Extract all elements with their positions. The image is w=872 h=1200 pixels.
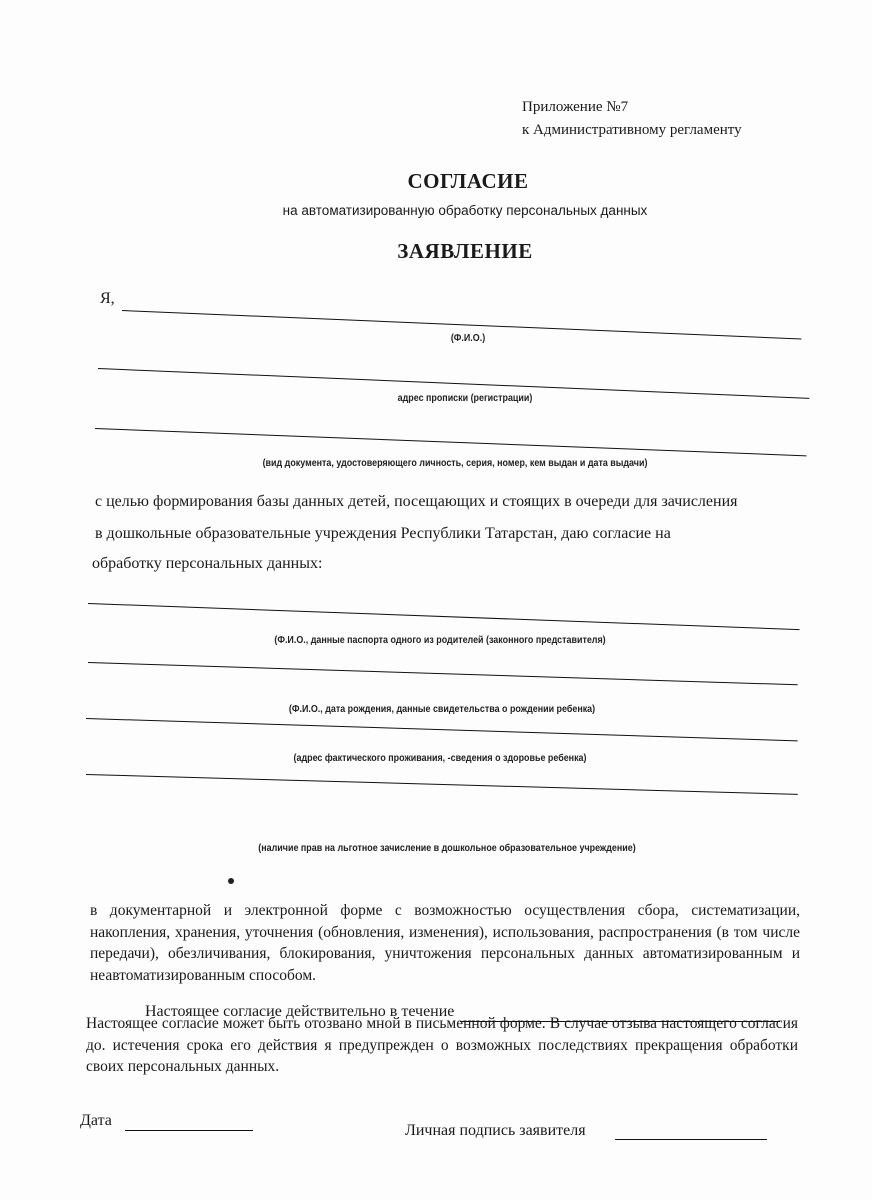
fio-caption: (Ф.И.О.) (450, 332, 486, 344)
date-field-line[interactable] (125, 1130, 253, 1131)
document-title: СОГЛАСИЕ (407, 169, 529, 193)
address-field-line[interactable] (86, 718, 798, 742)
signature-label: Личная подпись заявителя (405, 1122, 586, 1139)
signature-field-line[interactable] (615, 1139, 767, 1140)
parent-field-line[interactable] (88, 603, 800, 630)
revocation-text: Настоящее согласие может быть отозвано мной в письменной форме. В случае отзыва настоящего согласия до. истечения срока его действия я предупрежден о возможных последствиях прекращения обработки своих персональных данных. (86, 1015, 798, 1075)
appendix-reference: к Административному регламенту (522, 122, 742, 138)
processing-paragraph (90, 900, 800, 986)
processing-text: в документарной и электронной форме с возможностью осуществления сбора, систематизации, накопления, хранения, уточнения (обновления, изменения), использования, распространения (в том числе передачи), обезличивания, блокирования, уничтожения персональных данных автоматизированным и неавтоматизированным способом. (90, 902, 800, 984)
child-field-line[interactable] (88, 662, 798, 686)
revocation-paragraph (86, 1013, 798, 1078)
document-caption: (вид документа, удостоверяющего личность, серия, номер, кем выдан и дата выдачи) (262, 457, 648, 469)
date-label: Дата (80, 1112, 112, 1129)
appendix-number: Приложение №7 (522, 99, 629, 115)
scan-speck (228, 878, 234, 884)
address-caption: (адрес фактического проживания, -сведения о здоровье ребенка) (293, 752, 587, 764)
document-subtitle: на автоматизированную обработку персональных данных (282, 203, 648, 218)
purpose-line-1: с целью формирования базы данных детей, посещающих и стоящих в очереди для зачисления (95, 493, 738, 510)
registration-caption: адрес прописки (регистрации) (397, 392, 533, 404)
parent-caption: (Ф.И.О., данные паспорта одного из родителей (законного представителя) (274, 634, 606, 646)
child-caption: (Ф.И.О., дата рождения, данные свидетельства о рождении ребенка) (288, 703, 596, 715)
validity-text: Настоящее согласие действительно в течение (145, 1003, 455, 1020)
applicant-prefix: Я, (100, 290, 115, 307)
document-field-line[interactable] (95, 428, 807, 457)
purpose-line-3: обработку персональных данных: (92, 555, 323, 572)
benefits-caption: (наличие прав на льготное зачисление в дошкольное образовательное учреждение) (258, 842, 636, 854)
document-title-2: ЗАЯВЛЕНИЕ (397, 239, 533, 263)
purpose-line-2: в дошкольные образовательные учреждения Республики Татарстан, даю согласие на (95, 525, 671, 542)
benefits-field-line[interactable] (86, 774, 798, 795)
